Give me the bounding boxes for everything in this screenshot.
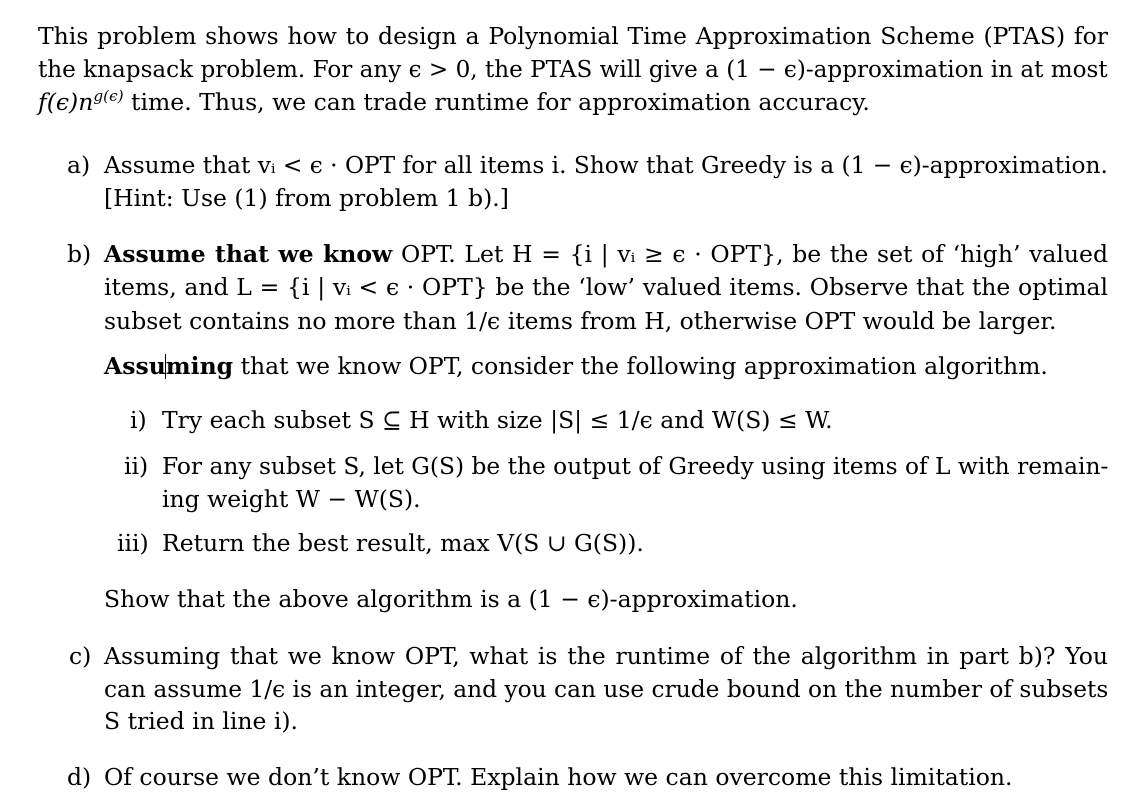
intro-line-3 (38, 86, 870, 116)
intro-line-1: This problem shows how to design a Polynomial Time Approximation Scheme (PTAS) for (38, 22, 1108, 50)
step-iii-text: Return the best result, max V(S ∪ G(S)). (162, 529, 644, 557)
part-b-line-1 (104, 240, 1108, 268)
step-i-text: Try each subset S ⊆ H with size |S| ≤ 1/ϵ and W(S) ≤ W. (162, 406, 833, 434)
part-b-assuming-rest: that we know OPT, consider the following approximation algorithm. (233, 351, 1048, 380)
part-b-line-2: items, and L = {i | vᵢ < ϵ · OPT} be the ‘low’ valued items. Observe that the optimal (104, 273, 1108, 301)
part-b-assuming-bold-b: ming (165, 351, 234, 380)
intro-runtime-exponent: g(ϵ) (93, 86, 124, 105)
step-iii-label: iii) (117, 529, 149, 557)
part-b-line-1-rest: OPT. Let H = {i | vᵢ ≥ ϵ · OPT}, be the set of ‘high’ valued (392, 240, 1108, 268)
step-ii-text: For any subset S, let G(S) be the output of Greedy using items of L with remain- (162, 452, 1109, 480)
part-b-assuming-bold-a: Assu (104, 351, 166, 380)
part-c-line-2: can assume 1/ϵ is an integer, and you can use crude bound on the number of subsets (104, 675, 1109, 703)
part-c-label: c) (69, 642, 92, 670)
step-ii-label: ii) (124, 452, 149, 480)
part-b-label: b) (67, 240, 92, 268)
part-a-hint: [Hint: Use (1) from problem 1 b).] (104, 184, 509, 212)
intro-line-3-text: time. Thus, we can trade runtime for approximation accuracy. (123, 88, 870, 116)
intro-line-2: the knapsack problem. For any ϵ > 0, the PTAS will give a (1 − ϵ)-approximation in at most (38, 55, 1108, 83)
part-a-label: a) (67, 151, 91, 179)
step-i-label: i) (130, 406, 147, 434)
part-b-line-3: subset contains no more than 1/ϵ items from H, otherwise OPT would be larger. (104, 307, 1057, 335)
part-d-label: d) (67, 763, 92, 791)
part-d-line-1: Of course we don’t know OPT. Explain how we can overcome this limitation. (104, 763, 1013, 791)
part-a-line-1: Assume that vᵢ < ϵ · OPT for all items i. Show that Greedy is a (1 − ϵ)-approximation. (104, 151, 1108, 179)
part-b-assumption-bold: Assume that we know (104, 240, 393, 268)
part-c-line-1: Assuming that we know OPT, what is the runtime of the algorithm in part b)? You (104, 642, 1108, 670)
part-c-line-3: S tried in line i). (104, 707, 299, 735)
part-b-assuming-line (104, 351, 1048, 380)
intro-runtime-expr: f(ϵ)n (38, 88, 94, 116)
step-ii-text-cont: ing weight W − W(S). (162, 485, 421, 513)
part-b-conclusion: Show that the above algorithm is a (1 − ϵ)-approximation. (104, 585, 798, 613)
